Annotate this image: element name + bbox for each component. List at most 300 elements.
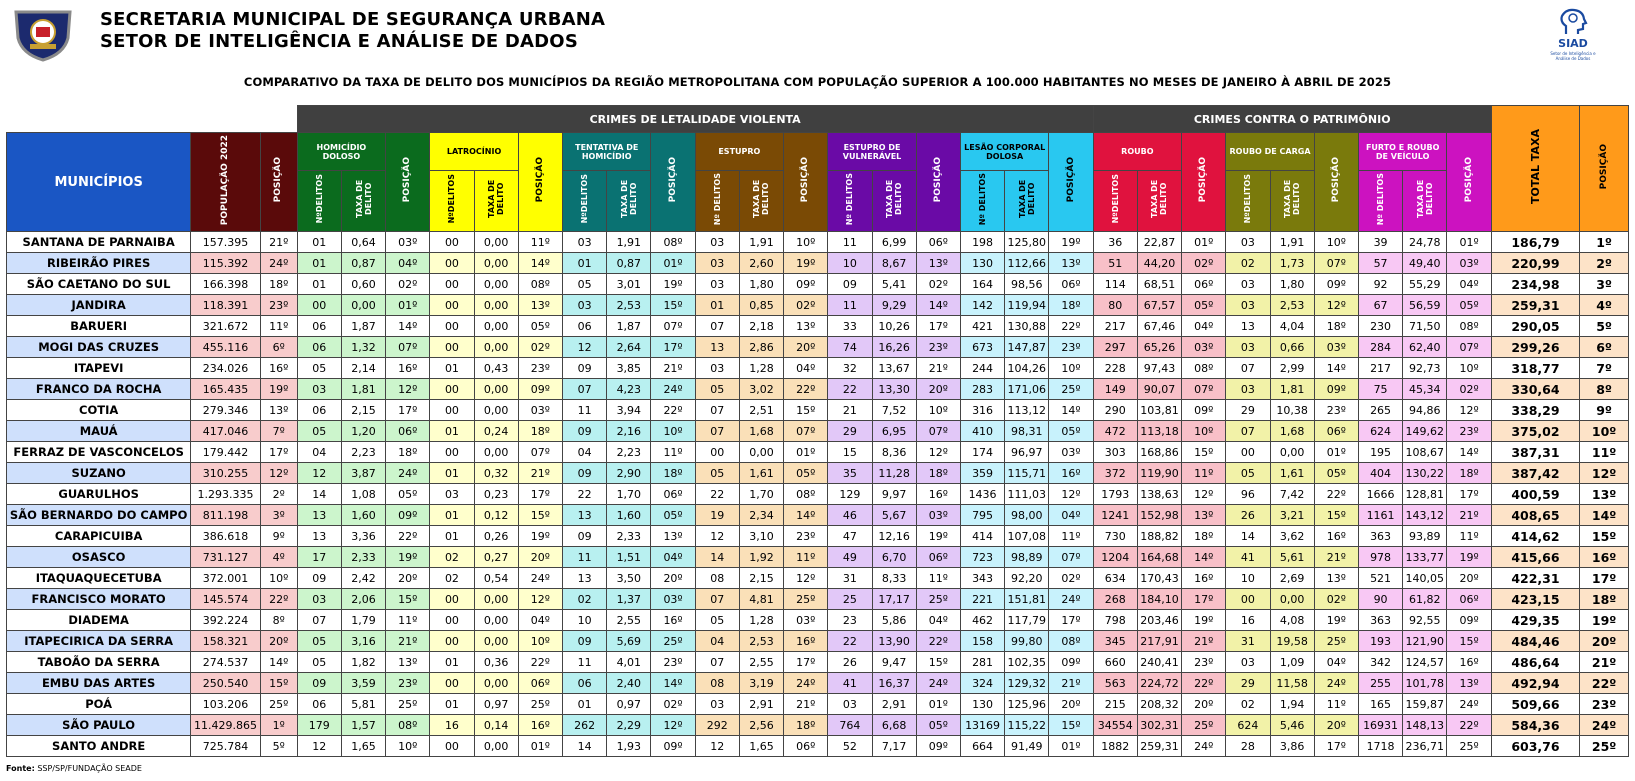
ndelitos-value: 342 xyxy=(1358,652,1402,673)
total-posicao-value: 14º xyxy=(1580,505,1629,526)
ndelitos-value: 00 xyxy=(430,379,474,400)
posicao-value: 06º xyxy=(386,421,430,442)
ndelitos-value: 03 xyxy=(1226,232,1270,253)
posicao-value: 12º xyxy=(1447,400,1491,421)
taxa-value: 143,12 xyxy=(1403,505,1447,526)
posicao-value: 04º xyxy=(784,358,828,379)
taxa-value: 5,69 xyxy=(607,631,651,652)
ndelitos-value: 01 xyxy=(562,694,606,715)
taxa-value: 2,29 xyxy=(607,715,651,736)
taxa-value: 113,12 xyxy=(1005,400,1049,421)
taxa-value: 3,01 xyxy=(607,274,651,295)
total-taxa-value: 234,98 xyxy=(1491,274,1579,295)
taxa-value: 0,00 xyxy=(474,316,518,337)
posicao-value: 02º xyxy=(651,694,695,715)
populacao-value: 165.435 xyxy=(191,379,261,400)
crime-posicao-header-0 xyxy=(386,133,430,232)
taxa-value: 111,03 xyxy=(1005,484,1049,505)
posicao-value: 06º xyxy=(518,673,562,694)
taxa-value: 1,51 xyxy=(607,547,651,568)
posicao-value: 01º xyxy=(1314,442,1358,463)
taxa-value: 0,00 xyxy=(474,673,518,694)
taxa-value: 128,81 xyxy=(1403,484,1447,505)
ndelitos-value: 29 xyxy=(1226,673,1270,694)
total-taxa-value: 408,65 xyxy=(1491,505,1579,526)
column-municipios: MUNICÍPIOS xyxy=(7,133,191,232)
table-row xyxy=(7,274,1629,295)
taxa-value: 16,37 xyxy=(872,673,916,694)
populacao-label: POPULAÇÃO 2022 xyxy=(220,134,231,226)
column-total-posicao xyxy=(1580,106,1629,232)
taxa-value: 1,37 xyxy=(607,589,651,610)
ndelitos-value: 08 xyxy=(695,673,739,694)
table-row xyxy=(7,505,1629,526)
ndelitos-value: 06 xyxy=(297,316,341,337)
ndelitos-value: 14 xyxy=(1226,526,1270,547)
taxa-value: 0,24 xyxy=(474,421,518,442)
taxa-value: 93,89 xyxy=(1403,526,1447,547)
taxa-value: 0,23 xyxy=(474,484,518,505)
ndelitos-value: 02 xyxy=(430,547,474,568)
taxa-value: 1,92 xyxy=(739,547,783,568)
taxa-value: 2,91 xyxy=(872,694,916,715)
posicao-value: 13º xyxy=(784,316,828,337)
ndelitos-value: 174 xyxy=(960,442,1004,463)
ndelitos-value: 09 xyxy=(828,274,872,295)
crime-posicao-header-6 xyxy=(1182,133,1226,232)
crime-posicao-header-2 xyxy=(651,133,695,232)
municipio-name: OSASCO xyxy=(7,547,191,568)
ndelitos-value: 16 xyxy=(430,715,474,736)
taxa-label: TAXA DE DELITO xyxy=(619,179,638,219)
ndelitos-value: 363 xyxy=(1358,610,1402,631)
posicao-value: 20º xyxy=(518,547,562,568)
ndelitos-value: 1204 xyxy=(1093,547,1137,568)
posicao-value: 10º xyxy=(651,421,695,442)
posicao-value: 15º xyxy=(916,652,960,673)
ndelitos-value: 00 xyxy=(430,673,474,694)
ndelitos-value: 673 xyxy=(960,337,1004,358)
ndelitos-value: 13 xyxy=(1226,316,1270,337)
ndelitos-value: 10 xyxy=(828,253,872,274)
posicao-value: 02º xyxy=(386,274,430,295)
taxa-value: 188,82 xyxy=(1137,526,1181,547)
taxa-value: 1,65 xyxy=(739,736,783,757)
taxa-header-1 xyxy=(474,171,518,232)
posicao-value: 11º xyxy=(1314,694,1358,715)
posicao-value: 14º xyxy=(916,295,960,316)
populacao-value: 417.046 xyxy=(191,421,261,442)
taxa-value: 2,51 xyxy=(739,400,783,421)
ndelitos-value: 1241 xyxy=(1093,505,1137,526)
taxa-value: 3,86 xyxy=(1270,736,1314,757)
taxa-value: 1,08 xyxy=(341,484,385,505)
total-posicao-value: 7º xyxy=(1580,358,1629,379)
total-taxa-value: 509,66 xyxy=(1491,694,1579,715)
crime-posicao-header-7 xyxy=(1314,133,1358,232)
posicao-value: 10º xyxy=(784,232,828,253)
ndelitos-value: 19 xyxy=(695,505,739,526)
table-row xyxy=(7,568,1629,589)
posicao-value: 24º xyxy=(518,568,562,589)
taxa-value: 112,66 xyxy=(1005,253,1049,274)
taxa-value: 3,19 xyxy=(739,673,783,694)
taxa-value: 16,26 xyxy=(872,337,916,358)
populacao-posicao: 7º xyxy=(260,421,297,442)
taxa-value: 130,22 xyxy=(1403,463,1447,484)
posicao-value: 14º xyxy=(1314,358,1358,379)
populacao-value: 731.127 xyxy=(191,547,261,568)
siad-logo xyxy=(1548,8,1598,66)
taxa-value: 2,14 xyxy=(341,358,385,379)
taxa-value: 5,67 xyxy=(872,505,916,526)
posicao-value: 15º xyxy=(1182,442,1226,463)
taxa-value: 2,53 xyxy=(1270,295,1314,316)
ndelitos-value: 09 xyxy=(562,358,606,379)
total-posicao-value: 11º xyxy=(1580,442,1629,463)
posicao-label: POSIÇÃO xyxy=(1463,157,1474,203)
posicao-value: 21º xyxy=(1447,505,1491,526)
ndelitos-value: 07 xyxy=(297,610,341,631)
ndelitos-value: 01 xyxy=(430,421,474,442)
ndelitos-value: 03 xyxy=(695,232,739,253)
crime-header-3: ESTUPRO xyxy=(695,133,783,171)
municipio-name: JANDIRA xyxy=(7,295,191,316)
taxa-value: 3,21 xyxy=(1270,505,1314,526)
posicao-value: 23º xyxy=(916,337,960,358)
taxa-value: 102,35 xyxy=(1005,652,1049,673)
taxa-value: 0,00 xyxy=(341,295,385,316)
posicao-value: 03º xyxy=(1447,253,1491,274)
posicao-value: 16º xyxy=(784,631,828,652)
posicao-value: 08º xyxy=(518,274,562,295)
posicao-value: 17º xyxy=(651,337,695,358)
ndelitos-value: 11 xyxy=(562,652,606,673)
ndelitos-value: 404 xyxy=(1358,463,1402,484)
posicao-value: 24º xyxy=(1447,694,1491,715)
ndelitos-value: 00 xyxy=(430,442,474,463)
ndelitos-label: Nº DELITOS xyxy=(845,172,855,226)
posicao-value: 25º xyxy=(651,631,695,652)
ndelitos-value: 462 xyxy=(960,610,1004,631)
ndelitos-value: 00 xyxy=(430,274,474,295)
taxa-value: 2,34 xyxy=(739,505,783,526)
ndelitos-value: 290 xyxy=(1093,400,1137,421)
taxa-value: 0,00 xyxy=(474,337,518,358)
crime-header-8: FURTO E ROUBO DE VEÍCULO xyxy=(1358,133,1446,171)
taxa-value: 91,49 xyxy=(1005,736,1049,757)
ndelitos-value: 03 xyxy=(297,379,341,400)
ndelitos-value: 02 xyxy=(1226,694,1270,715)
posicao-value: 12º xyxy=(784,568,828,589)
ndelitos-value: 14 xyxy=(562,736,606,757)
posicao-value: 17º xyxy=(784,652,828,673)
posicao-value: 02º xyxy=(1182,253,1226,274)
ndelitos-value: 34554 xyxy=(1093,715,1137,736)
ndelitos-value: 01 xyxy=(430,358,474,379)
ndelitos-value: 03 xyxy=(1226,379,1270,400)
taxa-value: 10,26 xyxy=(872,316,916,337)
table-row xyxy=(7,547,1629,568)
posicao-value: 11º xyxy=(916,568,960,589)
taxa-label: TAXA DE DELITO xyxy=(1283,179,1302,219)
posicao-value: 08º xyxy=(1182,358,1226,379)
ndelitos-value: 29 xyxy=(1226,400,1270,421)
posicao-value: 11º xyxy=(518,232,562,253)
posicao-value: 24º xyxy=(1182,736,1226,757)
ndelitos-value: 09 xyxy=(297,673,341,694)
posicao-value: 22º xyxy=(386,526,430,547)
populacao-posicao: 5º xyxy=(260,736,297,757)
taxa-value: 1,91 xyxy=(739,232,783,253)
total-taxa-value: 318,77 xyxy=(1491,358,1579,379)
posicao-value: 05º xyxy=(784,463,828,484)
posicao-value: 23º xyxy=(1182,652,1226,673)
taxa-value: 97,43 xyxy=(1137,358,1181,379)
posicao-value: 09º xyxy=(386,505,430,526)
posicao-value: 13º xyxy=(1447,673,1491,694)
posicao-value: 11º xyxy=(386,610,430,631)
posicao-value: 24º xyxy=(916,673,960,694)
total-taxa-value: 414,62 xyxy=(1491,526,1579,547)
populacao-value: 372.001 xyxy=(191,568,261,589)
posicao-value: 08º xyxy=(651,232,695,253)
taxa-value: 0,00 xyxy=(1270,442,1314,463)
taxa-value: 61,82 xyxy=(1403,589,1447,610)
ndelitos-value: 09 xyxy=(562,526,606,547)
ndelitos-value: 01 xyxy=(695,295,739,316)
taxa-value: 2,60 xyxy=(739,253,783,274)
brain-head-icon xyxy=(1558,8,1588,36)
taxa-value: 2,69 xyxy=(1270,568,1314,589)
taxa-value: 0,32 xyxy=(474,463,518,484)
taxa-value: 0,00 xyxy=(474,379,518,400)
municipio-name: ITAQUAQUECETUBA xyxy=(7,568,191,589)
taxa-value: 98,31 xyxy=(1005,421,1049,442)
total-taxa-value: 387,42 xyxy=(1491,463,1579,484)
ndelitos-value: 03 xyxy=(828,694,872,715)
taxa-value: 0,14 xyxy=(474,715,518,736)
taxa-value: 2,64 xyxy=(607,337,651,358)
ndelitos-value: 03 xyxy=(1226,295,1270,316)
taxa-value: 5,46 xyxy=(1270,715,1314,736)
taxa-value: 92,55 xyxy=(1403,610,1447,631)
taxa-value: 2,33 xyxy=(607,526,651,547)
taxa-value: 1,28 xyxy=(739,358,783,379)
total-taxa-value: 290,05 xyxy=(1491,316,1579,337)
populacao-value: 279.346 xyxy=(191,400,261,421)
ndelitos-value: 13 xyxy=(695,337,739,358)
populacao-posicao: 25º xyxy=(260,694,297,715)
ndelitos-value: 00 xyxy=(430,400,474,421)
taxa-value: 1,68 xyxy=(739,421,783,442)
posicao-value: 25º xyxy=(518,694,562,715)
populacao-posicao: 1º xyxy=(260,715,297,736)
posicao-value: 09º xyxy=(784,274,828,295)
ndelitos-value: 07 xyxy=(1226,358,1270,379)
taxa-value: 45,34 xyxy=(1403,379,1447,400)
taxa-value: 140,05 xyxy=(1403,568,1447,589)
taxa-value: 0,12 xyxy=(474,505,518,526)
taxa-value: 0,00 xyxy=(1270,589,1314,610)
ndelitos-value: 410 xyxy=(960,421,1004,442)
posicao-value: 05º xyxy=(1049,421,1093,442)
taxa-value: 96,97 xyxy=(1005,442,1049,463)
posicao-value: 14º xyxy=(784,505,828,526)
taxa-value: 2,18 xyxy=(739,316,783,337)
posicao-value: 16º xyxy=(916,484,960,505)
total-taxa-value: 387,31 xyxy=(1491,442,1579,463)
populacao-posicao: 22º xyxy=(260,589,297,610)
taxa-value: 9,29 xyxy=(872,295,916,316)
ndelitos-value: 149 xyxy=(1093,379,1137,400)
taxa-value: 11,28 xyxy=(872,463,916,484)
posicao-value: 02º xyxy=(1314,589,1358,610)
total-posicao-value: 10º xyxy=(1580,421,1629,442)
taxa-value: 68,51 xyxy=(1137,274,1181,295)
posicao-value: 14º xyxy=(1447,442,1491,463)
posicao-value: 09º xyxy=(916,736,960,757)
table-row xyxy=(7,463,1629,484)
taxa-value: 8,67 xyxy=(872,253,916,274)
ndelitos-value: 129 xyxy=(828,484,872,505)
crime-posicao-header-4 xyxy=(916,133,960,232)
taxa-value: 224,72 xyxy=(1137,673,1181,694)
ndelitos-value: 16931 xyxy=(1358,715,1402,736)
table-row xyxy=(7,316,1629,337)
ndelitos-value: 05 xyxy=(562,274,606,295)
total-posicao-value: 12º xyxy=(1580,463,1629,484)
taxa-value: 6,68 xyxy=(872,715,916,736)
taxa-value: 4,81 xyxy=(739,589,783,610)
ndelitos-value: 00 xyxy=(297,295,341,316)
taxa-value: 129,32 xyxy=(1005,673,1049,694)
posicao-value: 07º xyxy=(1314,253,1358,274)
taxa-value: 1,09 xyxy=(1270,652,1314,673)
populacao-value: 455.116 xyxy=(191,337,261,358)
taxa-value: 1,60 xyxy=(341,505,385,526)
posicao-label: POSIÇÃO xyxy=(1598,143,1609,190)
posicao-value: 24º xyxy=(386,463,430,484)
header-spacer xyxy=(7,106,298,133)
taxa-value: 3,59 xyxy=(341,673,385,694)
ndelitos-value: 39 xyxy=(1358,232,1402,253)
taxa-label: TAXA DE DELITO xyxy=(752,179,771,219)
ndelitos-header-7 xyxy=(1226,171,1270,232)
ndelitos-value: 05 xyxy=(1226,463,1270,484)
total-taxa-value: 584,36 xyxy=(1491,715,1579,736)
ndelitos-value: 33 xyxy=(828,316,872,337)
taxa-value: 1,65 xyxy=(341,736,385,757)
ndelitos-value: 11 xyxy=(562,400,606,421)
taxa-value: 0,00 xyxy=(474,589,518,610)
posicao-value: 19º xyxy=(916,526,960,547)
ndelitos-value: 03 xyxy=(430,484,474,505)
ndelitos-value: 343 xyxy=(960,568,1004,589)
posicao-value: 13º xyxy=(1314,568,1358,589)
posicao-value: 05º xyxy=(651,505,695,526)
taxa-value: 0,00 xyxy=(474,442,518,463)
ndelitos-value: 01 xyxy=(430,652,474,673)
ndelitos-value: 1882 xyxy=(1093,736,1137,757)
taxa-value: 1,93 xyxy=(607,736,651,757)
ndelitos-value: 798 xyxy=(1093,610,1137,631)
ndelitos-value: 345 xyxy=(1093,631,1137,652)
total-taxa-value: 486,64 xyxy=(1491,652,1579,673)
posicao-value: 23º xyxy=(518,358,562,379)
table-row xyxy=(7,694,1629,715)
total-taxa-label: TOTAL TAXA xyxy=(1528,128,1542,204)
taxa-value: 1,57 xyxy=(341,715,385,736)
posicao-value: 15º xyxy=(651,295,695,316)
taxa-value: 0,26 xyxy=(474,526,518,547)
ndelitos-value: 00 xyxy=(430,337,474,358)
posicao-value: 18º xyxy=(518,421,562,442)
total-posicao-value: 4º xyxy=(1580,295,1629,316)
posicao-value: 07º xyxy=(916,421,960,442)
taxa-value: 1,61 xyxy=(1270,463,1314,484)
source-text: SSP/SP/FUNDAÇÃO SEADE xyxy=(37,764,142,773)
taxa-header-8 xyxy=(1403,171,1447,232)
populacao-posicao: 8º xyxy=(260,610,297,631)
ndelitos-value: 193 xyxy=(1358,631,1402,652)
ndelitos-value: 03 xyxy=(1226,337,1270,358)
populacao-posicao: 18º xyxy=(260,274,297,295)
populacao-posicao: 2º xyxy=(260,484,297,505)
ndelitos-value: 51 xyxy=(1093,253,1137,274)
source-label: Fonte: xyxy=(6,764,35,773)
taxa-value: 171,06 xyxy=(1005,379,1049,400)
taxa-value: 3,85 xyxy=(607,358,651,379)
taxa-value: 1,20 xyxy=(341,421,385,442)
posicao-value: 04º xyxy=(1447,274,1491,295)
posicao-value: 16º xyxy=(1049,463,1093,484)
table-row xyxy=(7,358,1629,379)
taxa-value: 1,87 xyxy=(341,316,385,337)
posicao-value: 20º xyxy=(386,568,430,589)
taxa-value: 99,80 xyxy=(1005,631,1049,652)
taxa-value: 0,97 xyxy=(607,694,651,715)
total-posicao-value: 20º xyxy=(1580,631,1629,652)
populacao-value: 166.398 xyxy=(191,274,261,295)
ndelitos-value: 29 xyxy=(828,421,872,442)
taxa-value: 151,81 xyxy=(1005,589,1049,610)
table-row xyxy=(7,421,1629,442)
posicao-value: 18º xyxy=(1182,526,1226,547)
ndelitos-value: 04 xyxy=(297,442,341,463)
taxa-value: 121,90 xyxy=(1403,631,1447,652)
taxa-value: 0,54 xyxy=(474,568,518,589)
crime-header-0: HOMICÍDIO DOLOSO xyxy=(297,133,385,171)
taxa-value: 0,00 xyxy=(739,442,783,463)
posicao-value: 12º xyxy=(518,589,562,610)
taxa-value: 0,64 xyxy=(341,232,385,253)
taxa-value: 56,59 xyxy=(1403,295,1447,316)
ndelitos-value: 324 xyxy=(960,673,1004,694)
taxa-value: 12,16 xyxy=(872,526,916,547)
total-posicao-value: 2º xyxy=(1580,253,1629,274)
municipio-name: CARAPICUIBA xyxy=(7,526,191,547)
posicao-value: 15º xyxy=(1447,631,1491,652)
ndelitos-value: 00 xyxy=(430,232,474,253)
posicao-label: POSIÇÃO xyxy=(534,157,545,203)
posicao-value: 11º xyxy=(651,442,695,463)
populacao-value: 310.255 xyxy=(191,463,261,484)
populacao-value: 115.392 xyxy=(191,253,261,274)
taxa-value: 3,87 xyxy=(341,463,385,484)
populacao-value: 118.391 xyxy=(191,295,261,316)
taxa-value: 17,17 xyxy=(872,589,916,610)
